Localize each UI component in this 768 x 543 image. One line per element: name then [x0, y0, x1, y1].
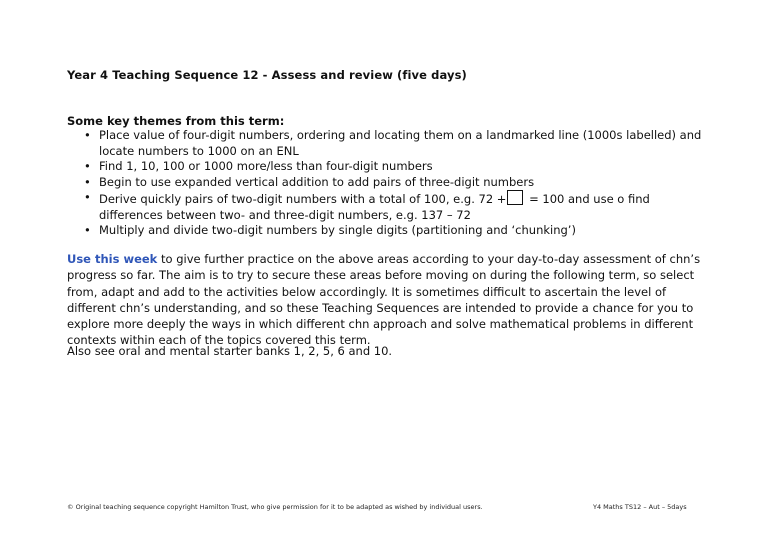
- use-this-week-highlight: Use this week: [67, 252, 158, 266]
- list-item: • Multiply and divide two-digit numbers by single digits (partitioning and ‘chunking’): [84, 223, 714, 239]
- use-this-week-paragraph: [67, 251, 707, 349]
- list-item: • Begin to use expanded vertical addition to add pairs of three-digit numbers: [84, 175, 714, 191]
- key-themes-list: [84, 128, 714, 239]
- copyright-footer: © Original teaching sequence copyright Hamilton Trust, who give permission for it to be adapted as wished by individual users.: [67, 503, 483, 511]
- list-item: [84, 190, 714, 223]
- key-themes-heading: Some key themes from this term:: [67, 114, 285, 128]
- list-item-text-before-box: Derive quickly pairs of two-digit numbers with a total of 100, e.g. 72 +: [99, 192, 507, 206]
- blank-answer-box: [507, 190, 523, 205]
- also-see-note: Also see oral and mental starter banks 1, 2, 5, 6 and 10.: [67, 344, 393, 358]
- list-item: • Find 1, 10, 100 or 1000 more/less than four-digit numbers: [84, 159, 714, 175]
- document-title: Year 4 Teaching Sequence 12 - Assess and review (five days): [67, 68, 467, 82]
- list-item-text-after-box: = 100 and use o find differences between two- and three-digit numbers, e.g. 137 – 72: [99, 192, 650, 222]
- page-footer-code: Y4 Maths TS12 – Aut – 5days: [593, 503, 687, 511]
- use-this-week-text: to give further practice on the above areas according to your day-to-day assessment of chn’s progress so far. The aim is to try to secure these areas before moving on during the following term, so select from, adapt and add to the activities below accordingly. It is sometimes difficult to ascertain the level of different chn’s understanding, and so these Teaching Sequences are intended to provide a chance for you to explore more deeply the ways in which different chn approach and solve mathematical problems in different contexts within each of the topics covered this term.: [67, 252, 701, 348]
- list-item: • Place value of four-digit numbers, ordering and locating them on a landmarked line (1000s labelled) and locate numbers to 1000 on an ENL: [84, 128, 714, 159]
